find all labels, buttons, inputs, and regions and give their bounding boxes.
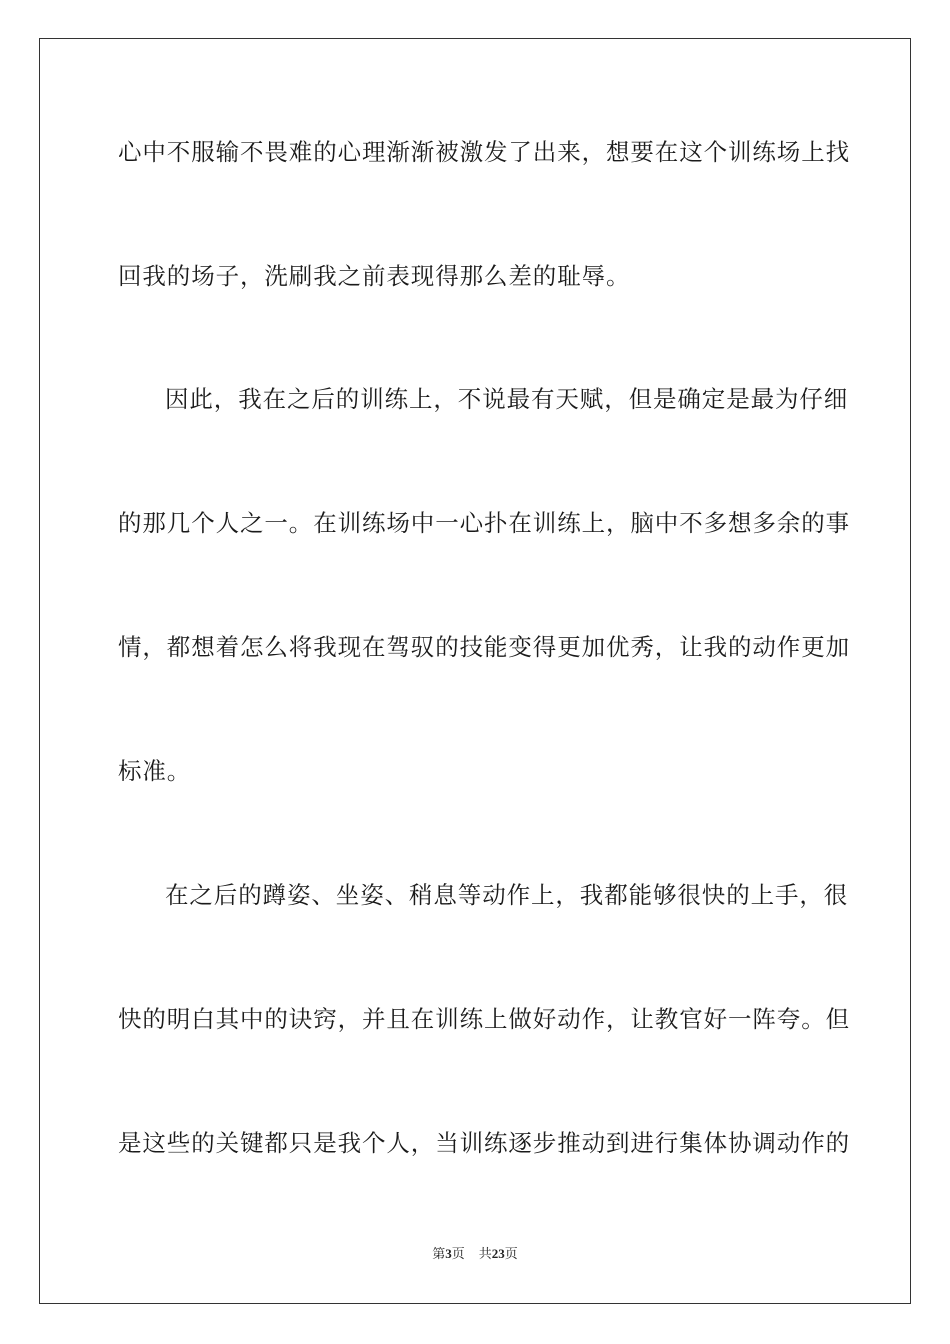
page-total-suffix: 页 — [504, 1247, 518, 1262]
page-total-prefix: 共 — [478, 1247, 492, 1262]
paragraph-line-7: 在之后的蹲姿、坐姿、稍息等动作上，我都能够很快的上手，很 — [165, 881, 849, 909]
page-number-suffix: 页 — [451, 1247, 465, 1262]
paragraph-line-3: 因此，我在之后的训练上，不说最有天赋，但是确定是最为仔细 — [165, 385, 849, 413]
paragraph-line-8: 快的明白其中的诀窍，并且在训练上做好动作，让教官好一阵夸。但 — [118, 1005, 850, 1033]
page-number-prefix: 第 — [432, 1247, 446, 1262]
paragraph-line-4: 的那几个人之一。在训练场中一心扑在训练上，脑中不多想多余的事 — [118, 509, 850, 537]
paragraph-line-1: 心中不服输不畏难的心理渐渐被激发了出来，想要在这个训练场上找 — [118, 138, 850, 166]
page-number-current: 3 — [445, 1246, 452, 1261]
page-total: 23 — [491, 1246, 505, 1261]
paragraph-line-9: 是这些的关键都只是我个人，当训练逐步推动到进行集体协调动作的 — [118, 1129, 850, 1157]
paragraph-line-5: 情，都想着怎么将我现在驾驭的技能变得更加优秀，让我的动作更加 — [118, 633, 850, 661]
paragraph-line-6: 标准。 — [118, 757, 192, 785]
page-border — [39, 38, 911, 1304]
page-footer — [0, 1246, 950, 1263]
paragraph-line-2: 回我的场子，洗刷我之前表现得那么差的耻辱。 — [118, 262, 631, 290]
